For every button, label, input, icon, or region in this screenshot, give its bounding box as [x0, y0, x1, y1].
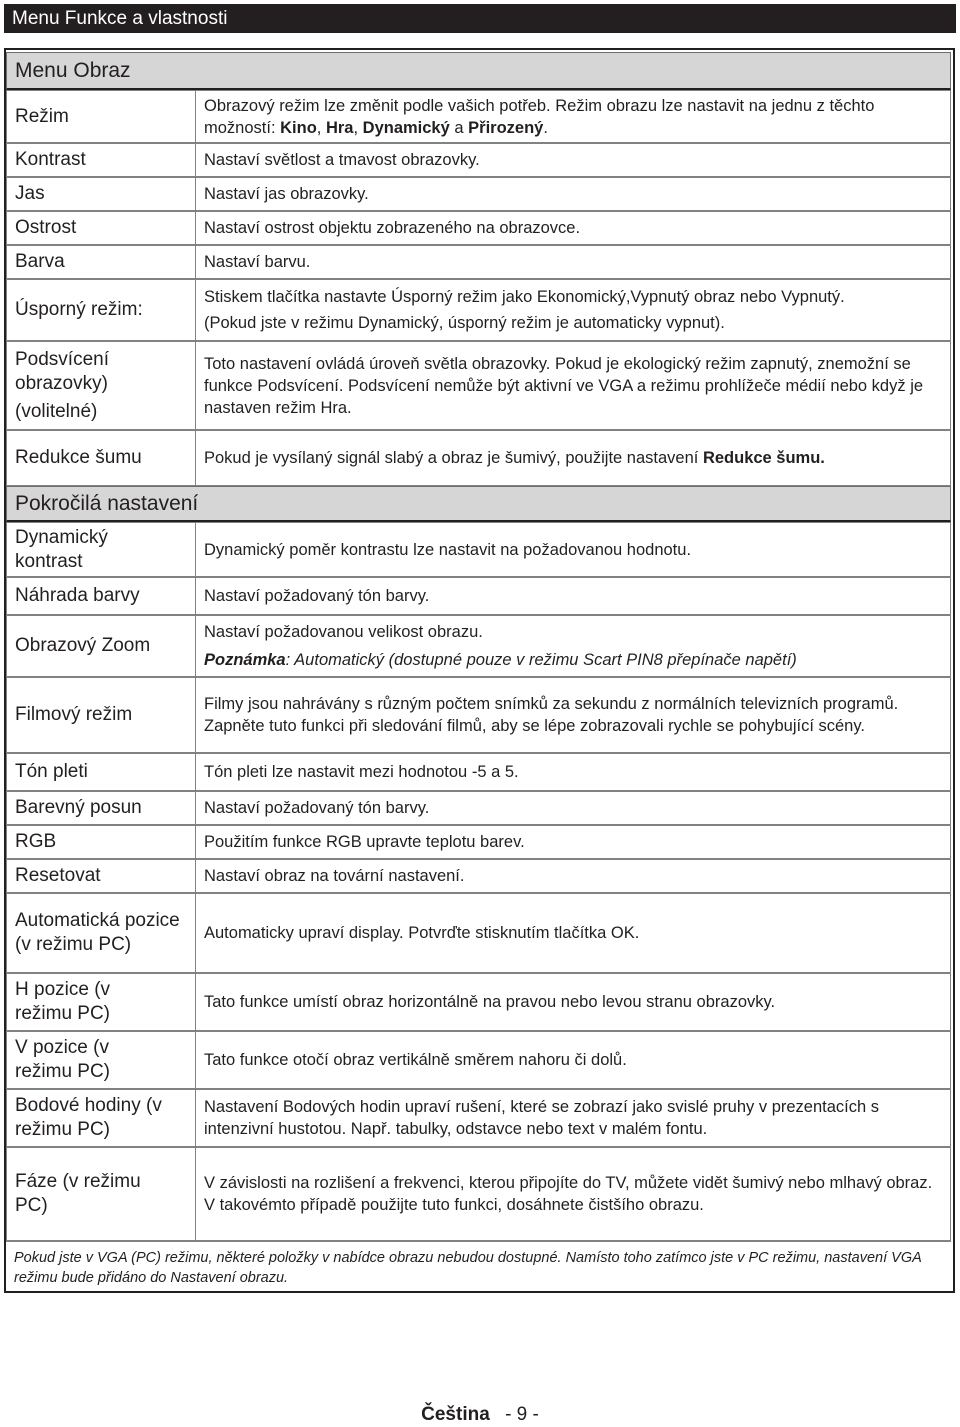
label-line: Podsvícení [15, 348, 109, 370]
row-desc-autopoz [195, 893, 951, 973]
page-number: - 9 - [505, 1404, 539, 1425]
desc-text: Toto nastavení ovládá úroveň světla obrazovky. Pokud je ekologický režim zapnutý, znemožní se funkce Podsvícení. Podsvícení nemůže být aktivní ve VGA a režimu prohlížeče médií nebo když je nastaven režim Hra. [204, 354, 924, 417]
desc-text: Nastaví požadovaný tón barvy. [204, 587, 430, 605]
row-label-rezim [6, 90, 196, 143]
row-desc-barva [195, 245, 951, 279]
note-text: : Automatický (dostupné pouze v režimu Scart PIN8 přepínače napětí) [285, 651, 797, 669]
desc-text: Nastaví barvu. [204, 253, 311, 271]
label-text: Barva [15, 251, 65, 272]
desc-line: (Pokud jste v režimu Dynamický, úsporný režim je automaticky vypnut). [204, 314, 725, 332]
row-desc-hpoz [195, 973, 951, 1031]
row-desc-ton [195, 753, 951, 791]
row-desc-rezim [195, 90, 951, 143]
desc-part: Obrazový režim lze změnit podle vašich potřeb. Režim obrazu lze nastavit na jednu z těchto možností: [204, 96, 875, 137]
row-desc-redukce [195, 430, 951, 486]
row-desc-filmovy [195, 677, 951, 753]
row-label-nahrada [6, 577, 196, 615]
label-text: V pozice (v režimu PC) [15, 1037, 111, 1082]
row-label-redukce [6, 430, 196, 486]
row-desc-jas [195, 177, 951, 211]
section-title-obraz: Menu Obraz [15, 59, 131, 82]
row-label-barva [6, 245, 196, 279]
row-desc-usporny [195, 279, 951, 341]
row-label-ton [6, 753, 196, 791]
row-label-rgb [6, 825, 196, 859]
row-desc-dyn-kontrast [195, 522, 951, 577]
label-line: (volitelné) [15, 400, 98, 422]
label-text: Kontrast [15, 149, 86, 170]
section-title-advanced: Pokročilá nastavení [15, 492, 199, 515]
sep: , [353, 118, 363, 137]
label-text: Náhrada barvy [15, 585, 140, 606]
zoom-note [204, 646, 797, 674]
mode-prirozeny: Přirozený [468, 118, 544, 137]
label-text: RGB [15, 831, 57, 852]
footnote-text: Pokud jste v VGA (PC) režimu, některé položky v nabídce obrazu nebudou dostupné. Namísto toho zatímco jste v PC režimu, nastavení VGA režimu bude přidáno do Nastavení obrazu. [14, 1250, 922, 1286]
label-line: obrazovky) [15, 372, 108, 394]
row-label-kontrast [6, 143, 196, 177]
label-text: Jas [15, 183, 45, 204]
label-text: Automatická pozice (v režimu PC) [15, 910, 180, 955]
desc-line: Nastaví požadovanou velikost obrazu. [204, 623, 483, 641]
page-footer [0, 1404, 960, 1426]
row-desc-nahrada [195, 577, 951, 615]
label-text: Ostrost [15, 217, 77, 238]
label-text: Úsporný režim: [15, 299, 143, 320]
row-label-jas [6, 177, 196, 211]
row-label-podsviceni [6, 341, 196, 430]
row-label-autopoz [6, 893, 196, 973]
label-text: Barevný posun [15, 797, 142, 818]
label-text: Redukce šumu [15, 447, 142, 468]
row-desc-posun [195, 791, 951, 825]
desc-text: Použitím funkce RGB upravte teplotu barev. [204, 833, 525, 851]
row-label-filmovy [6, 677, 196, 753]
row-desc-rgb [195, 825, 951, 859]
desc-part: Pokud je vysílaný signál slabý a obraz je šumivý, použijte nastavení [204, 449, 703, 467]
desc-text: Tón pleti lze nastavit mezi hodnotou -5 a 5. [204, 763, 519, 781]
row-label-bodove [6, 1089, 196, 1147]
label-text: Tón pleti [15, 761, 88, 782]
desc-text: Nastaví obraz na tovární nastavení. [204, 867, 465, 885]
row-label-reset [6, 859, 196, 893]
desc-text: Tato funkce umístí obraz horizontálně na pravou nebo levou stranu obrazovky. [204, 993, 776, 1011]
row-desc-bodove [195, 1089, 951, 1147]
row-label-ostrost [6, 211, 196, 245]
row-desc-ostrost [195, 211, 951, 245]
label-text: Bodové hodiny (v režimu PC) [15, 1095, 162, 1140]
row-label-faze [6, 1147, 196, 1241]
desc-text: Nastaví požadovaný tón barvy. [204, 799, 430, 817]
mode-hra: Hra [325, 118, 354, 137]
desc-text: Nastaví světlost a tmavost obrazovky. [204, 151, 480, 169]
desc-text: Dynamický poměr kontrastu lze nastavit na požadovanou hodnotu. [204, 540, 692, 559]
row-label-vpoz [6, 1031, 196, 1089]
sep: . [543, 118, 548, 137]
sep: a [449, 118, 469, 137]
row-desc-reset [195, 859, 951, 893]
label-text: Filmový režim [15, 704, 133, 725]
sep: , [316, 118, 326, 137]
label-text: Fáze (v režimu PC) [15, 1171, 141, 1216]
label-text: Resetovat [15, 865, 101, 886]
vga-footnote [6, 1241, 951, 1291]
section-header-advanced [6, 486, 951, 522]
label-text: Režim [15, 105, 69, 127]
row-label-zoom [6, 615, 196, 677]
desc-text: Nastaví ostrost objektu zobrazeného na obrazovce. [204, 219, 581, 237]
mode-kino: Kino [280, 118, 317, 137]
desc-text: Filmy jsou nahrávány s různým počtem snímků za sekundu z normálních televizních programů. Zapněte tuto funkci při sledování filmů, aby se lépe zobrazovali rychle se pohybující scény. [204, 695, 899, 735]
desc-text: Nastaví jas obrazovky. [204, 185, 369, 203]
row-label-hpoz [6, 973, 196, 1031]
footer-language: Čeština [421, 1404, 490, 1425]
note-label: Poznámka [204, 651, 286, 669]
label-text: Dynamický kontrast [15, 526, 108, 572]
desc-text [204, 95, 946, 139]
page-header-title: Menu Funkce a vlastnosti [12, 8, 228, 29]
row-desc-zoom [195, 615, 951, 677]
mode-dynamicky: Dynamický [362, 118, 450, 137]
label-text: H pozice (v režimu PC) [15, 979, 111, 1024]
row-label-usporny [6, 279, 196, 341]
desc-text [204, 447, 825, 469]
label-text: Obrazový Zoom [15, 635, 151, 656]
desc-text: V závislosti na rozlišení a frekvenci, kterou připojíte do TV, můžete vidět šumivý nebo mlhavý obraz. V takovémto případě použijte tuto funkci, dosáhnete čistšího obrazu. [204, 1174, 933, 1214]
row-desc-faze [195, 1147, 951, 1241]
row-desc-podsviceni [195, 341, 951, 430]
page-header-bar [4, 4, 956, 33]
row-label-dyn-kontrast [6, 522, 196, 577]
row-label-posun [6, 791, 196, 825]
desc-text: Automaticky upraví display. Potvrďte stisknutím tlačítka OK. [204, 924, 640, 942]
row-desc-kontrast [195, 143, 951, 177]
desc-text: Nastavení Bodových hodin upraví rušení, které se zobrazí jako svislé pruhy v prezentacích s intenzivní hustotou. Např. tabulky, odstavce nebo text v malém fontu. [204, 1098, 880, 1138]
desc-line: Stiskem tlačítka nastavte Úsporný režim jako Ekonomický,Vypnutý obraz nebo Vypnutý. [204, 288, 845, 306]
desc-text: Tato funkce otočí obraz vertikálně směrem nahoru či dolů. [204, 1051, 627, 1069]
section-header-obraz [6, 52, 951, 90]
desc-bold: Redukce šumu. [702, 449, 825, 467]
row-desc-vpoz [195, 1031, 951, 1089]
